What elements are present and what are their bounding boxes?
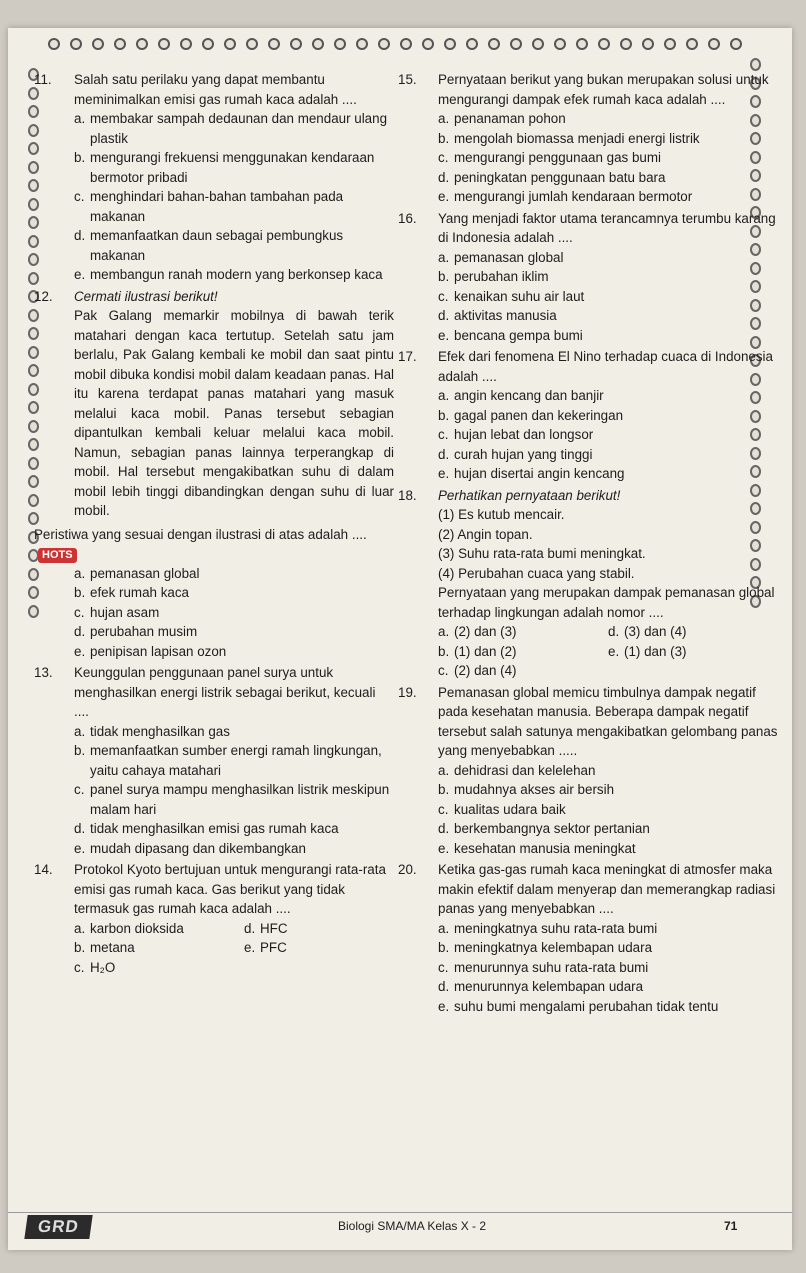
illustration-passage: Pak Galang memarkir mobilnya di bawah terik matahari dengan kaca tertutup. Setelah satu jam berlalu, Pak Galang kembali ke mobil dan saat pintu mobil dibuka kondisi mobil dalam keadaan panas. Hal itu karena terdapat panas matahari yang masuk melalui kaca mobil. Panas tersebut sebagian dipantulkan kembali keluar melalui kaca mobil. Namun, sebagian panas lainnya terperangkap di mobil. Hal tersebut mengakibatkan suhu di dalam mobil lebih tinggi dibandingkan dengan suhu di luar mobil. [74,308,394,518]
question-number: 14. [34,862,53,877]
question-number: 17. [398,349,417,364]
option: d. peningkatan penggunaan batu bara [438,169,666,185]
option: e. mengurangi jumlah kendaraan bermotor [438,189,693,204]
option: e. penipisan lapisan ozon [74,643,227,659]
question-stem: Efek dari fenomena El Nino terhadap cuaca di Indonesia adalah .... [438,349,773,384]
option: d. HFC [244,920,288,936]
question-stem: Protokol Kyoto bertujuan untuk mengurangi rata-rata emisi gas rumah kaca. Gas berikut yang tidak termasuk gas rumah kaca adalah .... [74,862,386,916]
option: c. (2) dan (4) [438,663,517,678]
binding-ring [290,38,302,50]
option: c. hujan lebat dan longsor [438,427,594,442]
option: a. angin kencang dan banjir [438,388,604,403]
question-number: 19. [398,684,417,700]
binding-ring [136,38,148,50]
question-stem: Cermati ilustrasi berikut! [74,288,218,304]
option: b. perubahan iklim [438,269,549,284]
binding-ring [686,38,698,50]
binding-ring [488,38,500,50]
statement: (4) Perubahan cuaca yang stabil. [438,565,635,581]
question-16 [398,209,778,346]
right-column [398,70,778,1018]
option: a. penanaman pohon [438,111,566,126]
option: d. berkembangnya sektor pertanian [438,821,650,836]
option: c. kenaikan suhu air laut [438,288,585,304]
option: d. aktivitas manusia [438,308,557,323]
hots-badge: HOTS [38,548,77,563]
binding-ring [576,38,588,50]
option: c. mengurangi penggunaan gas bumi [438,150,661,165]
option: a. (2) dan (3) [438,624,517,639]
option: c. menghindari bahan-bahan tambahan pada makanan [74,189,344,224]
question-stem: Salah satu perilaku yang dapat membantu meminimalkan emisi gas rumah kaca adalah .... [74,72,357,107]
option: b. (1) dan (2) [438,643,517,659]
question-14 [34,860,394,977]
statement: (3) Suhu rata-rata bumi meningkat. [438,546,646,561]
binding-ring [180,38,192,50]
option: d. (3) dan (4) [608,624,687,639]
binding-ring [730,38,742,50]
workbook-page [8,28,792,1250]
option: c. menurunnya suhu rata-rata bumi [438,959,649,975]
option: e. suhu bumi mengalami perubahan tidak tentu [438,998,719,1014]
option: b. efek rumah kaca [74,585,189,600]
option: b. meningkatnya kelembapan udara [438,940,653,955]
binding-ring [70,38,82,50]
option: c. hujan asam [74,604,160,620]
question-number: 20. [398,862,417,877]
binding-ring [312,38,324,50]
binding-ring [378,38,390,50]
page-footer [8,1212,792,1241]
question-stem: Perhatikan pernyataan berikut! [438,487,621,503]
binding-ring [92,38,104,50]
option: b. mudahnya akses air bersih [438,782,615,797]
question-13 [34,663,394,858]
option: e. hujan disertai angin kencang [438,466,625,481]
binding-ring [114,38,126,50]
binding-ring [444,38,456,50]
publisher-logo: GRD [24,1215,92,1239]
binding-ring [708,38,720,50]
question-number: 11. [34,72,52,87]
binding-ring [224,38,236,50]
binding-ring [598,38,610,50]
binding-ring [356,38,368,50]
question-20 [398,860,778,1016]
question-17 [398,347,778,484]
book-title: Biologi SMA/MA Kelas X - 2 [338,1219,487,1233]
binding-ring [532,38,544,50]
question-stem: Keunggulan penggunaan panel surya untuk menghasilkan energi listrik sebagai berikut, kecuali .... [74,665,376,719]
option: a. dehidrasi dan kelelehan [438,762,596,778]
page-number: 71 [724,1219,738,1233]
option: e. bencana gempa bumi [438,327,583,343]
option: b. memanfaatkan sumber energi ramah lingkungan, yaitu cahaya matahari [74,743,382,778]
statement: (2) Angin topan. [438,526,533,542]
option: a. membakar sampah dedaunan dan mendaur ulang plastik [74,111,388,146]
option: e. mudah dipasang dan dikembangkan [74,840,306,856]
option: a. pemanasan global [74,565,200,581]
option: b. metana [74,940,135,955]
question-number: 13. [34,665,53,680]
question-stem: Yang menjadi faktor utama terancamnya terumbu karang di Indonesia adalah .... [438,210,776,245]
option: d. memanfaatkan daun sebagai pembungkus makanan [74,228,344,263]
option: c. panel surya mampu menghasilkan listrik meskipun malam hari [74,782,390,817]
binding-ring [158,38,170,50]
binding-ring [466,38,478,50]
statement: (1) Es kutub mencair. [438,507,565,522]
question-12 [34,287,394,662]
binding-ring [642,38,654,50]
binding-ring [268,38,280,50]
question-19 [398,683,778,859]
binding-ring [664,38,676,50]
option-grid [398,622,778,681]
binding-ring [246,38,258,50]
option: e. (1) dan (3) [608,643,687,659]
option: d. tidak menghasilkan emisi gas rumah kaca [74,821,339,836]
option: d. perubahan musim [74,624,198,639]
question-number: 12. [34,288,53,304]
option-grid [34,919,394,978]
question-number: 16. [398,210,417,226]
option: e. kesehatan manusia meningkat [438,840,636,856]
option: e. PFC [244,940,287,955]
question-number: 18. [398,487,417,503]
option: a. meningkatnya suhu rata-rata bumi [438,920,658,936]
option: b. mengurangi frekuensi menggunakan kendaraan bermotor pribadi [74,150,375,185]
binding-ring [510,38,522,50]
question-stem: Pemanasan global memicu timbulnya dampak negatif pada kesehatan manusia. Beberapa dampak negatif tersebut salah satunya mengakibatkan gelombang panas yang menyebabkan ..... [438,684,778,758]
binding-ring [202,38,214,50]
binding-ring [620,38,632,50]
left-column [34,70,394,979]
question-prompt: Pernyataan yang merupakan dampak pemanasan global terhadap lingkungan adalah nomor .... [438,585,775,620]
option: c. H₂O [74,959,116,975]
question-number: 15. [398,72,417,87]
option: c. kualitas udara baik [438,801,566,817]
question-18 [398,486,778,681]
question-prompt: Peristiwa yang sesuai dengan ilustrasi di atas adalah .... [34,526,367,542]
option: a. tidak menghasilkan gas [74,723,230,739]
question-stem: Pernyataan berikut yang bukan merupakan solusi untuk mengurangi dampak efek rumah kaca adalah .... [438,72,769,107]
option: d. menurunnya kelembapan udara [438,979,644,994]
option: a. karbon dioksida [74,920,184,936]
option: a. pemanasan global [438,249,564,265]
option: b. mengolah biomassa menjadi energi listrik [438,130,700,146]
binding-ring [48,38,60,50]
binding-ring [422,38,434,50]
question-11 [34,70,394,285]
option: b. gagal panen dan kekeringan [438,407,624,423]
option: d. curah hujan yang tinggi [438,446,593,462]
binding-ring [554,38,566,50]
binding-ring [334,38,346,50]
binding-ring [400,38,412,50]
question-15 [398,70,778,207]
question-stem: Ketika gas-gas rumah kaca meningkat di atmosfer maka makin efektif dalam menyerap dan memerangkap radiasi panas yang menyebabkan .... [438,862,776,916]
spiral-binding-top [48,34,758,54]
option: e. membangun ranah modern yang berkonsep kaca [74,267,383,282]
